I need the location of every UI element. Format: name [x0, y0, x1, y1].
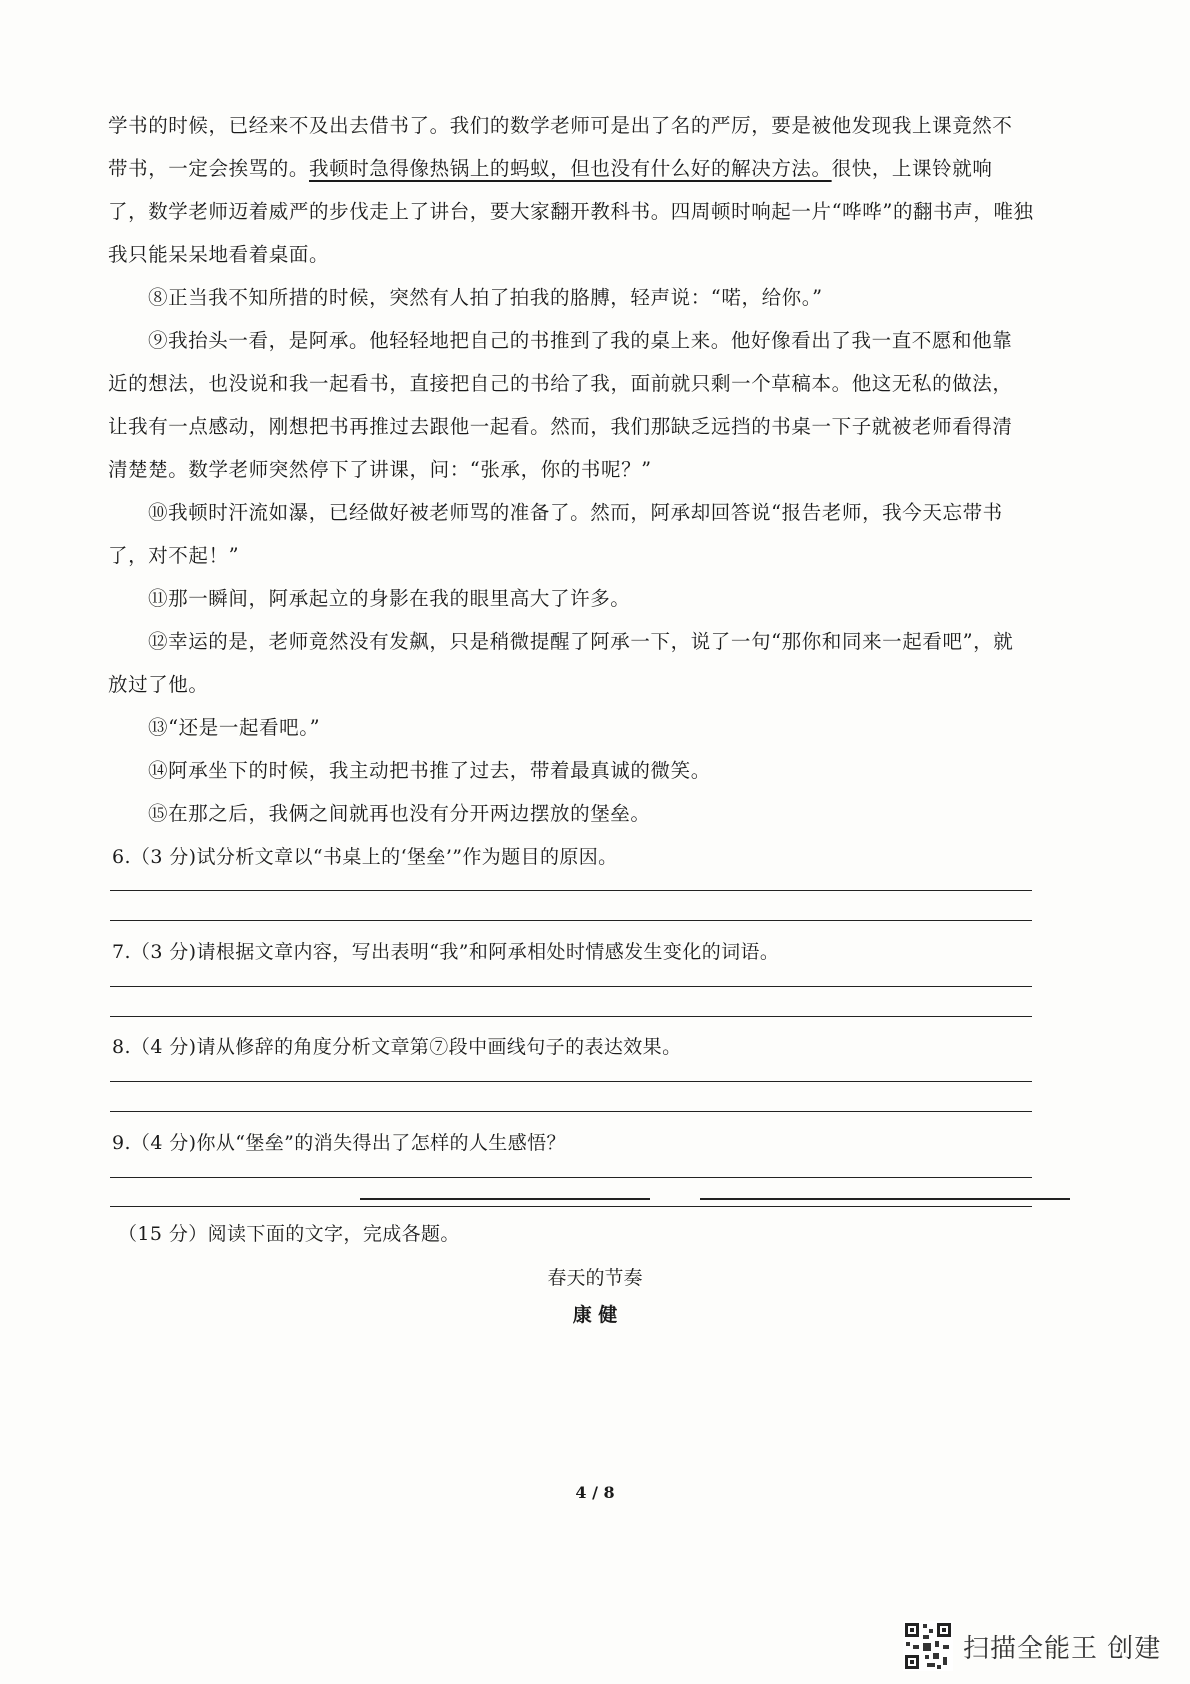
paragraph-12: ⑫幸运的是，老师竟然没有发飙，只是稍微提醒了阿承一下，说了一句“那你和同来一起看吧”，就 — [148, 630, 1014, 653]
answer-line — [110, 890, 1032, 891]
question-9: 9.（4 分)你从“堡垒”的消失得出了怎样的人生感悟？ — [112, 1132, 566, 1154]
text-segment: 很快，上课铃就响 — [831, 157, 993, 180]
answer-line — [110, 986, 1032, 987]
answer-line — [110, 1206, 1032, 1207]
page-number: 4 / 8 — [575, 1483, 615, 1502]
answer-line — [110, 920, 1032, 921]
question-8: 8.（4 分)请从修辞的角度分析文章第⑦段中画线句子的表达效果。 — [112, 1036, 682, 1058]
text-line: 了，对不起！” — [108, 544, 240, 567]
question-6: 6.（3 分)试分析文章以“书桌上的‘堡垒’”作为题目的原因。 — [112, 846, 618, 868]
text-line: 放过了他。 — [108, 673, 209, 696]
text-line: 近的想法，也没说和我一起看书，直接把自己的书给了我，面前就只剩一个草稿本。他这无私的做法， — [108, 372, 1013, 395]
underlined-sentence: 我顿时急得像热锅上的蚂蚁，但也没有什么好的解决方法。 — [309, 157, 832, 180]
watermark-text: 扫描全能王 创建 — [963, 1633, 1162, 1664]
article-title: 春天的节奏 — [547, 1267, 643, 1289]
text-line — [108, 155, 1048, 183]
text-line: 学书的时候，已经来不及出去借书了。我们的数学老师可是出了名的严厉，要是被他发现我上课竟然不 — [108, 114, 1013, 137]
text-line: 让我有一点感动，刚想把书再推过去跟他一起看。然而，我们那缺乏远挡的书桌一下子就被老师看得清 — [108, 415, 1013, 438]
paragraph-9: ⑨我抬头一看，是阿承。他轻轻地把自己的书推到了我的桌上来。他好像看出了我一直不愿和他靠 — [148, 329, 1013, 352]
answer-line — [110, 1016, 1032, 1017]
text-line: 我只能呆呆地看着桌面。 — [108, 243, 330, 266]
answer-line — [110, 1081, 1032, 1082]
scanner-watermark — [903, 1621, 1161, 1671]
article-author: 康 健 — [572, 1304, 618, 1326]
paragraph-8: ⑧正当我不知所措的时候，突然有人拍了拍我的胳膊，轻声说：“喏，给你。” — [148, 286, 823, 309]
scan-artifact-line — [360, 1198, 650, 1200]
answer-line — [110, 1111, 1032, 1112]
paragraph-10: ⑩我顿时汗流如瀑，已经做好被老师骂的准备了。然而，阿承却回答说“报告老师，我今天忘带书 — [148, 501, 1003, 524]
qr-code-icon — [903, 1621, 953, 1671]
question-7: 7.（3 分)请根据文章内容，写出表明“我”和阿承相处时情感发生变化的词语。 — [112, 941, 780, 963]
paragraph-15: ⑮在那之后，我俩之间就再也没有分开两边摆放的堡垒。 — [148, 802, 651, 825]
text-line: 清楚楚。数学老师突然停下了讲课，问：“张承，你的书呢？” — [108, 458, 652, 481]
text-line: 了，数学老师迈着威严的步伐走上了讲台，要大家翻开教科书。四周顿时响起一片“哗哗”的翻书声，唯独 — [108, 200, 1034, 223]
section-intro: （15 分）阅读下面的文字，完成各题。 — [118, 1223, 460, 1245]
paragraph-13: ⑬“还是一起看吧。” — [148, 716, 321, 739]
answer-line — [110, 1177, 1032, 1178]
paragraph-11: ⑪那一瞬间，阿承起立的身影在我的眼里高大了许多。 — [148, 587, 631, 610]
text-segment: 带书，一定会挨骂的。 — [108, 157, 310, 180]
scan-artifact-line — [700, 1198, 1070, 1200]
paragraph-14: ⑭阿承坐下的时候，我主动把书推了过去，带着最真诚的微笑。 — [148, 759, 711, 782]
